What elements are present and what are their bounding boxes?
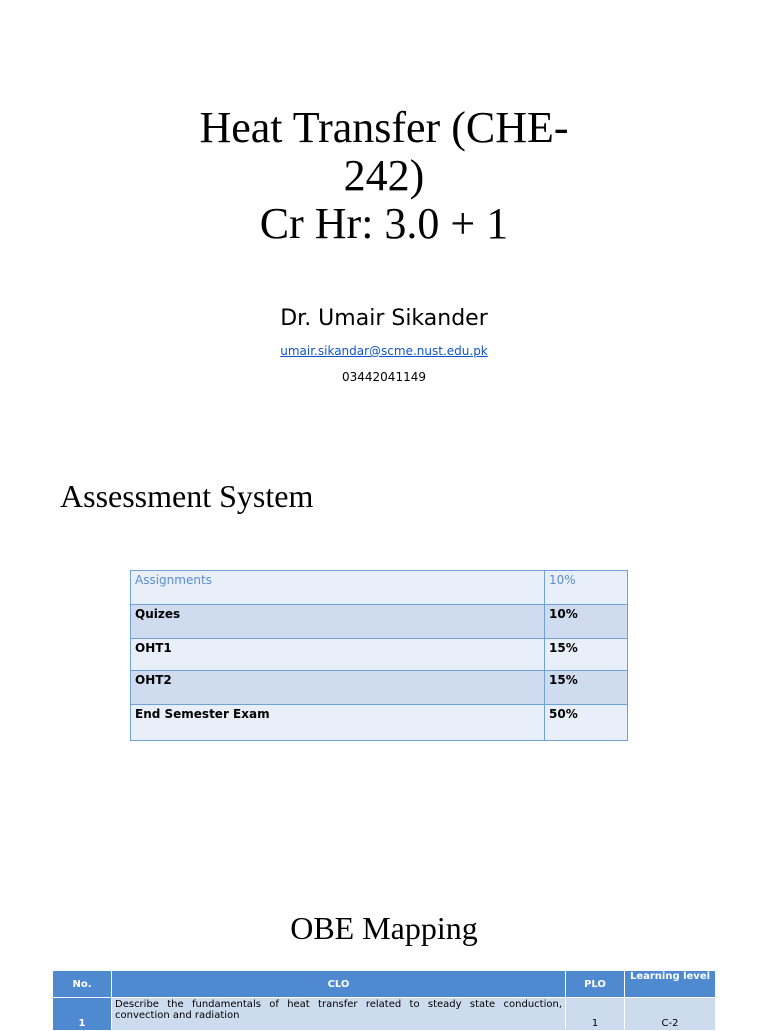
instructor-phone: 03442041149 [342,370,426,384]
assessment-heading: Assessment System [60,478,314,514]
assessment-weight: 10% [545,605,628,639]
clo-description: Describe the fundamentals of heat transfer related to steady state conduction, convection and radiation [112,998,566,1031]
header-learning-level: Learning level [625,971,716,998]
assessment-item: Quizes [131,605,545,639]
assessment-weight: 15% [545,671,628,705]
assessment-weight: 15% [545,639,628,671]
table-row [131,671,628,705]
instructor-email-link[interactable]: umair.sikandar@scme.nust.edu.pk [280,344,488,358]
assessment-weight: 50% [545,705,628,741]
table-row [131,639,628,671]
instructor-name: Dr. Umair Sikander [280,306,488,331]
assessment-item: OHT2 [131,671,545,705]
assessment-item: OHT1 [131,639,545,671]
table-row [53,998,716,1031]
table-row [131,605,628,639]
assessment-item: End Semester Exam [131,705,545,741]
course-title [0,104,768,248]
header-clo: CLO [112,971,566,998]
header-plo: PLO [566,971,625,998]
course-title-line-2: 242) [343,151,425,200]
assessment-table [130,570,628,741]
course-title-line-1: Heat Transfer (CHE- [199,103,569,152]
obe-heading: OBE Mapping [290,910,478,946]
obe-mapping-table [52,970,716,1031]
table-row [131,571,628,605]
plo-value: 1 [566,998,625,1031]
learning-level-value: C-2 [625,998,716,1031]
header-no: No. [53,971,112,998]
instructor-email-line [0,344,768,358]
credit-hours: Cr Hr: 3.0 + 1 [259,199,509,248]
table-header-row [53,971,716,998]
assessment-weight: 10% [545,571,628,605]
assessment-item: Assignments [131,571,545,605]
clo-number: 1 [53,998,112,1031]
table-row [131,705,628,741]
